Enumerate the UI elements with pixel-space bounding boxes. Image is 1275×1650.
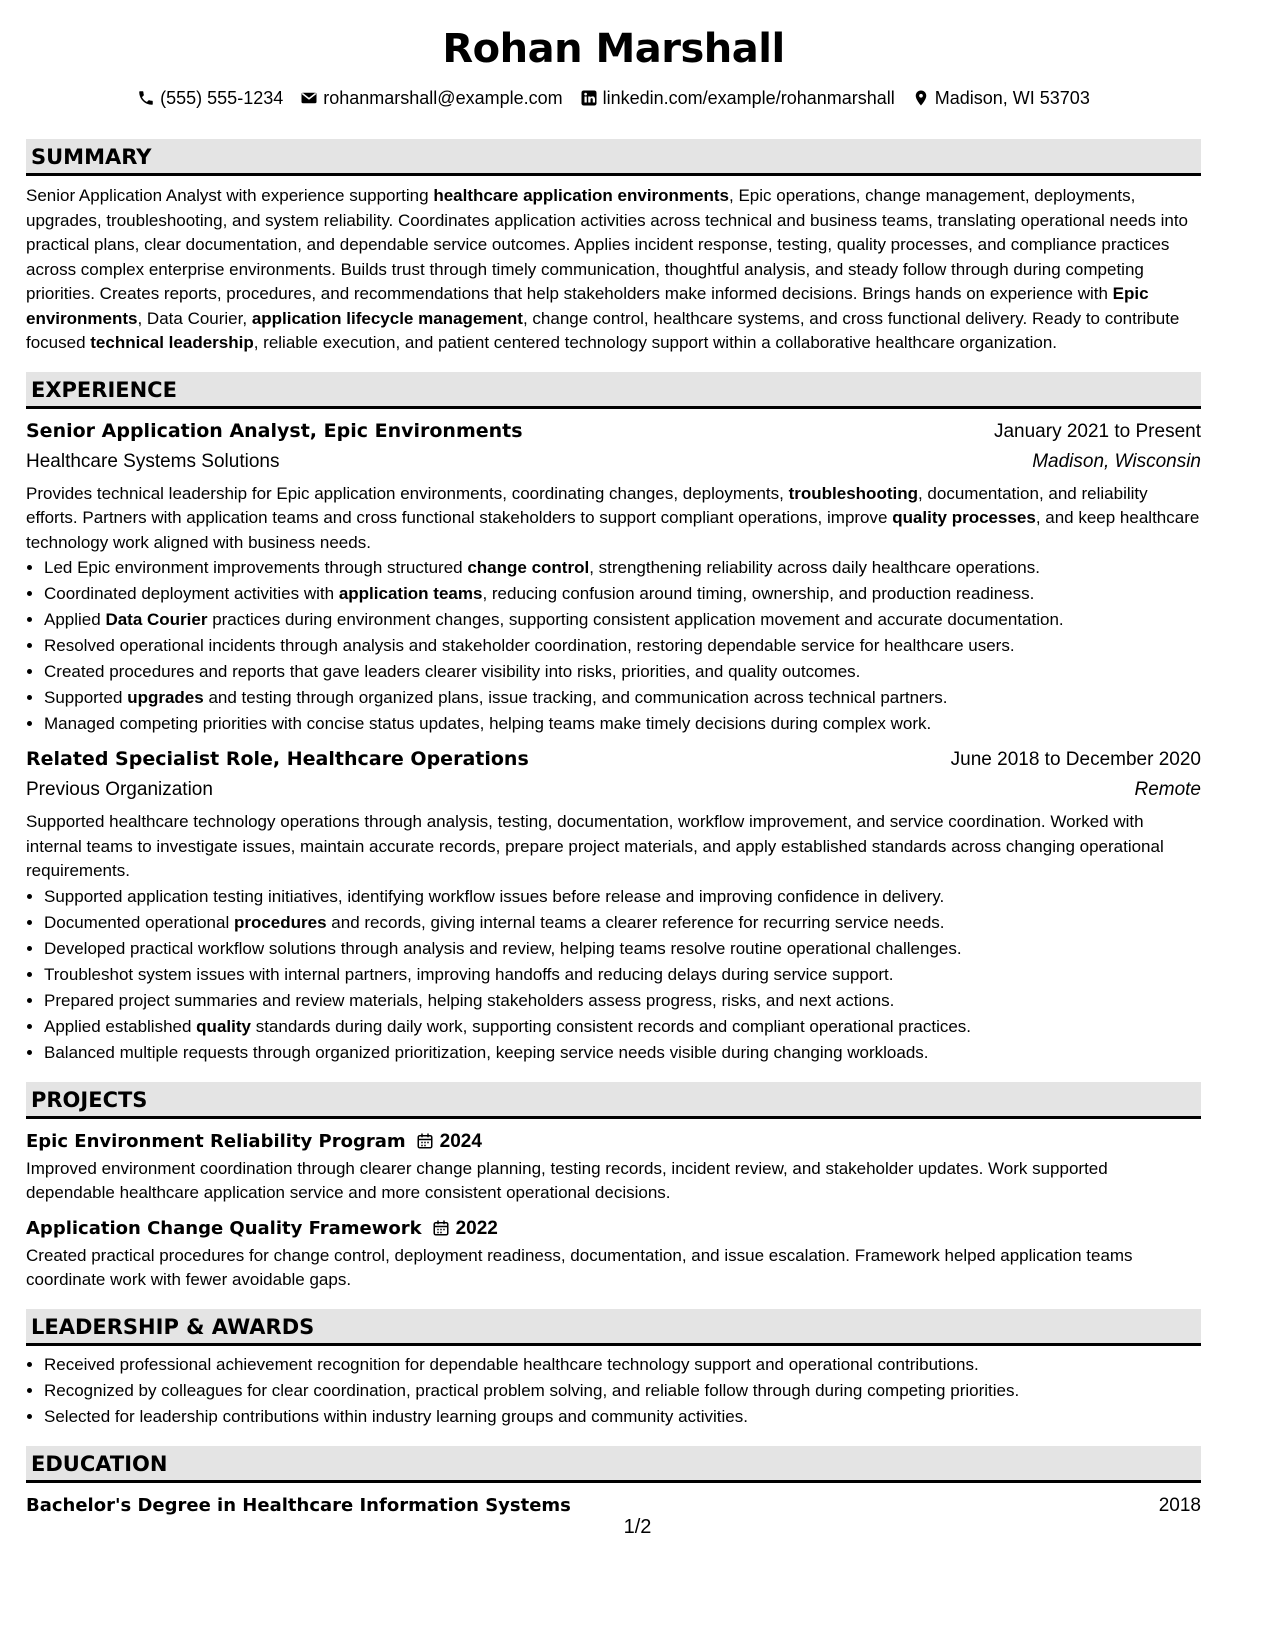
project-description: Created practical procedures for change control, deployment readiness, documentation, and issue escalation. Framework helped application teams coordinate work with fewer avoidable gaps.: [26, 1245, 1133, 1289]
experience-section: [26, 372, 1201, 1066]
contact-phone[interactable]: [137, 87, 283, 109]
job-entry: [26, 419, 1201, 738]
job-bullets: [26, 884, 1201, 1066]
contact-bar: [26, 87, 1201, 109]
section-heading: EXPERIENCE: [26, 372, 1201, 409]
job-company: Healthcare Systems Solutions: [26, 450, 280, 472]
job-bullets: [26, 555, 1201, 737]
list-item: • Selected for leadership contributions within industry learning groups and community activities.: [44, 1404, 1201, 1430]
projects-section: [26, 1082, 1201, 1293]
phone-icon: [137, 89, 155, 107]
list-item: • Supported application testing initiatives, identifying workflow issues before release and improving confidence in delivery.: [44, 884, 1201, 910]
page-number: 1/2: [623, 1516, 652, 1538]
list-item: • Led Epic environment improvements through structured change control, strengthening reliability across daily healthcare operations.: [44, 555, 1201, 581]
job-description: Provides technical leadership for Epic application environments, coordinating changes, deployments, troubleshooting, documentation, and reliability efforts. Partners with application teams and cross functional stakeholders to support compliant operations, improve quality processes, and keep healthcare technology work aligned with business needs.: [26, 483, 1200, 552]
section-heading: SUMMARY: [26, 139, 1201, 176]
list-item: • Balanced multiple requests through organized prioritization, keeping service needs visible during changing workloads.: [44, 1040, 1201, 1066]
linkedin-text: linkedin.com/example/rohanmarshall: [602, 88, 895, 108]
job-dates: January 2021 to Present: [993, 420, 1201, 442]
section-heading: PROJECTS: [26, 1082, 1201, 1119]
project-description: Improved environment coordination through clearer change planning, testing records, incident review, and stakeholder updates. Work supported dependable healthcare application service and more consistent operational decisions.: [26, 1158, 1108, 1202]
list-item: • Applied established quality standards during daily work, supporting consistent records and compliant operational practices.: [44, 1014, 1201, 1040]
linkedin-icon: [580, 89, 598, 107]
section-heading: EDUCATION: [26, 1446, 1201, 1483]
summary-text: Senior Application Analyst with experience supporting healthcare application environments, Epic operations, change management, deployments, upgrades, troubleshooting, and system reliability. Coordinates application activities across technical and business teams, translating operational needs into practical plans, clear documentation, and dependable service outcomes. Applies incident response, testing, quality processes, and compliance practices across complex enterprise environments. Builds trust through timely communication, thoughtful analysis, and steady follow through during competing priorities. Creates reports, procedures, and recommendations that help stakeholders make informed decisions. Brings hands on experience with Epic environments, Data Courier, application lifecycle management, change control, healthcare systems, and cross functional delivery. Ready to contribute focused technical leadership, reliable execution, and patient centered technology support within a collaborative healthcare organization.: [26, 186, 1189, 352]
project-entry: [26, 1129, 1201, 1206]
list-item: • Troubleshot system issues with internal partners, improving handoffs and reducing delays during service support.: [44, 962, 1201, 988]
contact-linkedin[interactable]: [580, 87, 895, 109]
project-entry: [26, 1216, 1201, 1293]
contact-location: [912, 87, 1090, 109]
location-text: Madison, WI 53703: [934, 88, 1090, 108]
map-pin-icon: [912, 89, 930, 107]
project-year: 2024: [439, 1130, 482, 1152]
job-location: Remote: [1134, 779, 1201, 800]
list-item: • Resolved operational incidents through analysis and stakeholder coordination, restoring dependable service for healthcare users.: [44, 633, 1201, 659]
list-item: • Supported upgrades and testing through organized plans, issue tracking, and communication across technical partners.: [44, 685, 1201, 711]
list-item: • Developed practical workflow solutions through analysis and review, helping teams resolve routine operational challenges.: [44, 936, 1201, 962]
list-item: • Received professional achievement recognition for dependable healthcare technology support and operational contributions.: [44, 1352, 1201, 1378]
project-year: 2022: [455, 1217, 498, 1239]
job-company: Previous Organization: [26, 779, 213, 800]
calendar-icon: [416, 1132, 434, 1150]
list-item: • Recognized by colleagues for clear coordination, practical problem solving, and reliable follow through during competing priorities.: [44, 1378, 1201, 1404]
summary-section: [26, 139, 1201, 356]
email-text: rohanmarshall@example.com: [323, 88, 563, 108]
list-item: • Coordinated deployment activities with application teams, reducing confusion around timing, ownership, and production readiness.: [44, 581, 1201, 607]
project-title: Application Change Quality Framework: [26, 1217, 422, 1239]
project-title: Epic Environment Reliability Program: [26, 1130, 406, 1152]
leadership-section: [26, 1309, 1201, 1430]
envelope-icon: [300, 89, 318, 107]
job-title: Related Specialist Role, Healthcare Operations: [26, 748, 529, 770]
phone-text: (555) 555-1234: [160, 88, 284, 108]
job-title: Senior Application Analyst, Epic Environments: [26, 419, 523, 442]
leadership-list: [26, 1352, 1201, 1430]
job-location: Madison, Wisconsin: [1032, 450, 1201, 472]
contact-email[interactable]: [300, 87, 562, 109]
education-section: [26, 1446, 1201, 1517]
list-item: • Created procedures and reports that gave leaders clearer visibility into risks, priorities, and quality outcomes.: [44, 659, 1201, 685]
list-item: • Managed competing priorities with concise status updates, helping teams make timely decisions during complex work.: [44, 711, 1201, 737]
degree-title: Bachelor's Degree in Healthcare Information Systems: [26, 1494, 571, 1516]
job-entry: [26, 747, 1201, 1066]
list-item: • Applied Data Courier practices during environment changes, supporting consistent application movement and accurate documentation.: [44, 607, 1201, 633]
job-dates: June 2018 to December 2020: [950, 749, 1201, 770]
list-item: • Documented operational procedures and records, giving internal teams a clearer reference for recurring service needs.: [44, 910, 1201, 936]
section-heading: LEADERSHIP & AWARDS: [26, 1309, 1201, 1346]
candidate-name: Rohan Marshall: [442, 26, 785, 72]
job-description: Supported healthcare technology operations through analysis, testing, documentation, workflow improvement, and service coordination. Worked with internal teams to investigate issues, maintain accurate records, prepare project materials, and apply established standards across changing operational requirements.: [26, 812, 1164, 880]
list-item: • Prepared project summaries and review materials, helping stakeholders assess progress, risks, and next actions.: [44, 988, 1201, 1014]
degree-year: 2018: [1158, 1494, 1201, 1516]
calendar-icon: [432, 1219, 450, 1237]
